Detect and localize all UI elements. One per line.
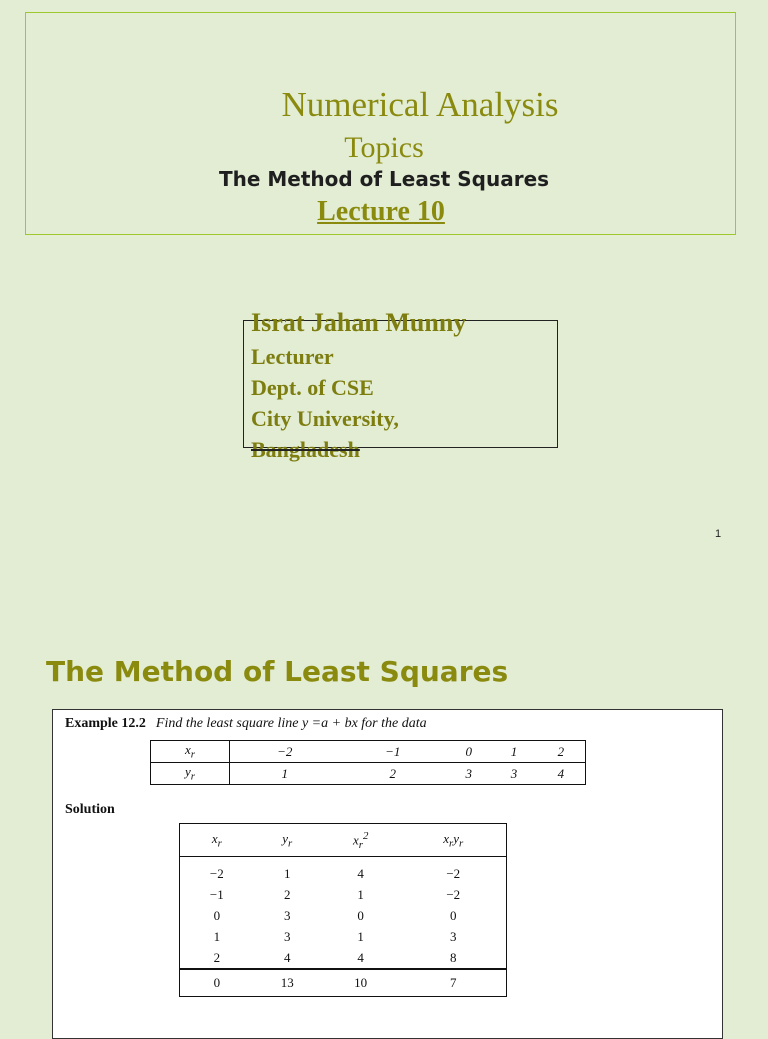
- table-row: [180, 926, 507, 947]
- cell: 4: [283, 949, 291, 965]
- cell: 4: [357, 865, 364, 881]
- totals-row: [180, 969, 507, 997]
- y-cell: 4: [537, 763, 586, 785]
- cell: −2: [446, 865, 461, 881]
- slide-title: The Method of Least Squares: [46, 655, 509, 688]
- solution-table: [179, 823, 507, 997]
- cell: −1: [209, 886, 224, 902]
- cell: 1: [357, 928, 364, 944]
- table-row: [180, 947, 507, 969]
- lecture-subject: The Method of Least Squares: [218, 167, 550, 191]
- table-row: [180, 884, 507, 905]
- y-cell: 3: [491, 763, 536, 785]
- x-cell: −2: [230, 741, 340, 763]
- solution-label: Solution: [65, 802, 115, 817]
- example-label: Example 12.2: [65, 716, 146, 731]
- example-prompt: Find the least square line y =a + bx for the data: [155, 716, 427, 731]
- cell: 1: [283, 865, 291, 881]
- course-title: Numerical Analysis: [281, 85, 559, 124]
- author-university: City University,: [251, 406, 399, 431]
- y-cell: 3: [446, 763, 491, 785]
- cell: −2: [446, 886, 461, 902]
- page-number: 1: [715, 528, 722, 540]
- cell: 1: [213, 928, 221, 944]
- cell: 0: [357, 907, 364, 923]
- x-cell: 2: [537, 741, 586, 763]
- x-cell: 0: [446, 741, 491, 763]
- x-label: $x_r$: [151, 741, 230, 763]
- cell: 3: [283, 907, 291, 923]
- x-cell: 1: [491, 741, 536, 763]
- cell: 0: [213, 907, 221, 923]
- y-cell: 2: [340, 763, 447, 785]
- header-y: $y_r$: [254, 824, 321, 857]
- total-cell: 13: [254, 969, 321, 997]
- cell: 4: [357, 949, 364, 965]
- cell: 2: [213, 949, 221, 965]
- cell: 2: [283, 886, 291, 902]
- cell: 3: [283, 928, 291, 944]
- cell: 1: [357, 886, 364, 902]
- header-x: $x_r$: [180, 824, 254, 857]
- cell: 0: [450, 907, 457, 923]
- y-cell: 1: [230, 763, 340, 785]
- lecture-number: Lecture 10: [317, 196, 445, 227]
- author-role: Lecturer: [251, 344, 334, 369]
- total-cell: 10: [321, 969, 401, 997]
- author-dept: Dept. of CSE: [251, 375, 374, 400]
- author-name: Israt Jahan Munny: [251, 308, 467, 337]
- x-cell: −1: [340, 741, 447, 763]
- cell: −2: [209, 865, 224, 881]
- x-row: [151, 741, 586, 763]
- y-row: [151, 763, 586, 785]
- total-cell: 0: [180, 969, 254, 997]
- header-row: [180, 824, 507, 857]
- table-row: [180, 857, 507, 885]
- example-heading: [65, 716, 427, 732]
- y-label: $y_r$: [151, 763, 230, 785]
- cell: 3: [450, 928, 457, 944]
- cell: 8: [450, 949, 457, 965]
- header-x-squared: $x_r^2$: [321, 824, 401, 857]
- total-cell: 7: [401, 969, 507, 997]
- data-table: [150, 740, 586, 785]
- author-country: Bangladesh: [251, 437, 360, 462]
- example-image: [52, 709, 723, 1039]
- topics-label: Topics: [344, 131, 424, 164]
- table-row: [180, 905, 507, 926]
- header-xy: $x_ry_r$: [401, 824, 507, 857]
